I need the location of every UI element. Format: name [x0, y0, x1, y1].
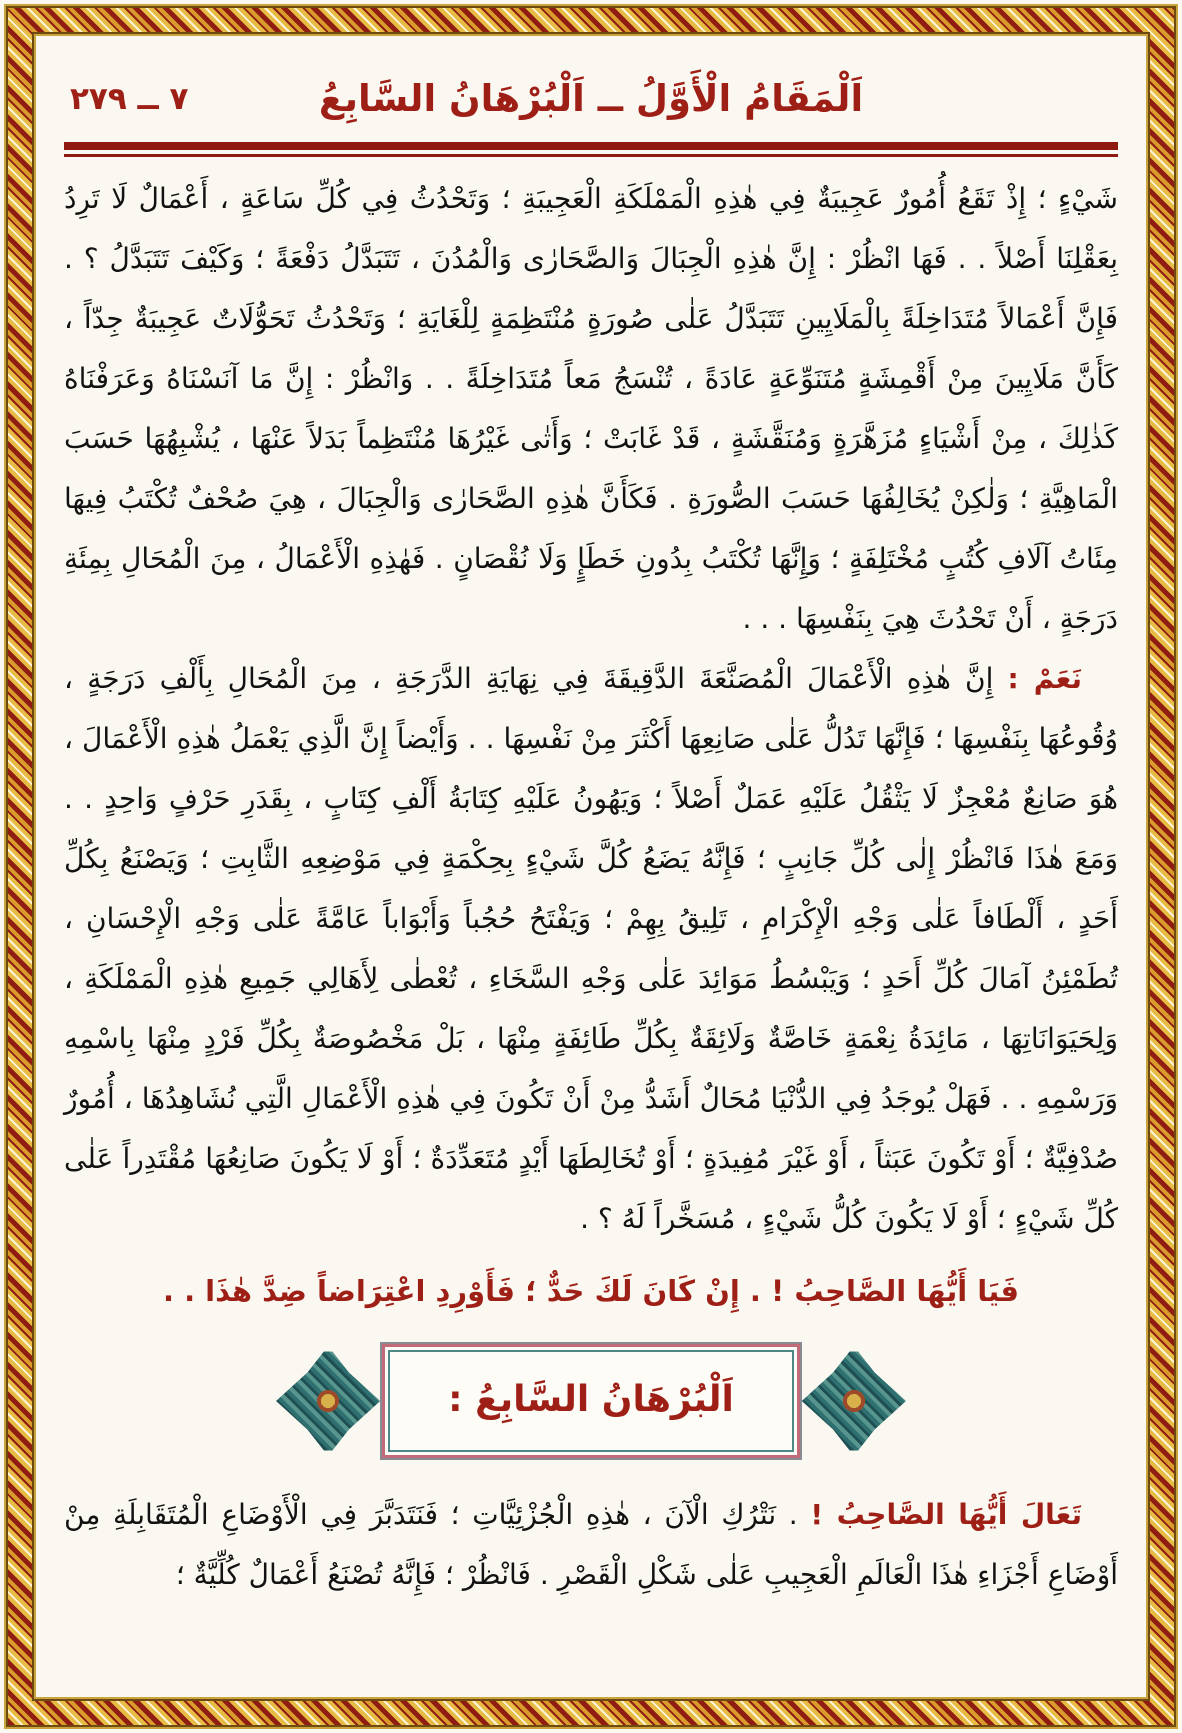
paragraph-lead-phrase: تَعَالَ أَيُّهَا الصَّاحِبُ ! [810, 1498, 1082, 1531]
paragraph-continuation [64, 169, 1118, 649]
body-text [64, 169, 1118, 1605]
page-header [64, 62, 1118, 136]
address-to-companion-callout: فَيَا أَيُّهَا الصَّاحِبُ ! . إِنْ كَانَ لَكَ حَدٌّ ؛ فَأَوْرِدِ اعْتِرَاضاً ضِدَّ هٰذَا . . [162, 1274, 1020, 1308]
page-title: اَلْمَقَامُ الْأَوَّلُ ــ اَلْبُرْهَانُ السَّابِعُ [318, 77, 864, 120]
paragraph-lead-word: نَعَمْ : [1007, 662, 1082, 695]
paragraph-text: شَيْءٍ ؛ إِذْ تَقَعُ أُمُورٌ عَجِيبَةٌ فِي هٰذِهِ الْمَمْلَكَةِ الْعَجِيبَةِ ؛ وَتَحْدُثُ فِي كُلِّ سَاعَةٍ ، أَعْمَالٌ لَا تَرِدُ بِعَقْلِنَا أَصْلاً . . فَهَا انْظُرْ : إِنَّ هٰذِهِ الْجِبَالَ وَالصَّحَارٰى وَالْمُدُنَ ، تَتَبَدَّلُ دَفْعَةً ؛ وَكَيْفَ تَتَبَدَّلُ ؟ . فَإِنَّ أَعْمَالاً مُتَدَاخِلَةً بِالْمَلَايِينِ تَتَبَدَّلُ عَلٰى صُورَةٍ مُنْتَظِمَةٍ لِلْغَايَةِ ؛ وَتَحْدُثُ تَحَوُّلَاتٌ عَجِيبَةٌ جِدّاً ، كَأَنَّ مَلَايِينَ مِنْ أَقْمِشَةٍ مُتَنَوِّعَةٍ عَادَةً ، تُنْسَجُ مَعاً مُتَدَاخِلَةً . . وَانْظُرْ : إِنَّ مَا آنَسْنَاهُ وَعَرَفْنَاهُ كَذٰلِكَ ، مِنْ أَشْيَاءٍ مُزَهَّرَةٍ وَمُنَقَّشَةٍ ، قَدْ غَابَتْ ؛ وَأَتٰى غَيْرُهَا مُنْتَظِماً بَدَلاً عَنْهَا ، يُشْبِهُهَا حَسَبَ الْمَاهِيَّةِ ؛ وَلٰكِنْ يُخَالِفُهَا حَسَبَ الصُّورَةِ . فَكَأَنَّ هٰذِهِ الصَّحَارٰى وَالْجِبَالَ ، هِيَ صُحْفٌ تُكْتَبُ فِيهَا مِئَاتُ آلَافِ كُتُبٍ مُخْتَلِفَةٍ ؛ وَإِنَّهَا تُكْتَبُ بِدُونِ خَطَإٍ وَلَا نُقْصَانٍ . فَهٰذِهِ الْأَعْمَالُ ، مِنَ الْمُحَالِ بِمِئَةِ دَرَجَةٍ ، أَنْ تَحْدُثَ هِيَ بِنَفْسِهَا . . . [64, 182, 1118, 635]
page-content [64, 46, 1118, 1683]
paragraph-closing [64, 1485, 1118, 1605]
header-divider [64, 142, 1118, 157]
section-heading-box [380, 1342, 802, 1460]
section-heading-row [64, 1335, 1118, 1467]
paragraph-naam [64, 649, 1118, 1249]
paragraph-text: إِنَّ هٰذِهِ الْأَعْمَالَ الْمُصَنَّعَةَ الدَّقِيقَةَ فِي نِهَايَةِ الدَّرَجَةِ ، مِنَ الْمُحَالِ بِأَلْفِ دَرَجَةٍ ، وُقُوعُهَا بِنَفْسِهَا ؛ فَإِنَّهَا تَدُلُّ عَلٰى صَانِعِهَا أَكْثَرَ مِنْ نَفْسِهَا . . وَأَيْضاً إِنَّ الَّذِي يَعْمَلُ هٰذِهِ الْأَعْمَالَ ، هُوَ صَانِعٌ مُعْجِزٌ لَا يَثْقُلُ عَلَيْهِ عَمَلٌ أَصْلاً ؛ وَيَهُونُ عَلَيْهِ كِتَابَةُ أَلْفِ كِتَابٍ ، بِقَدَرِ حَرْفٍ وَاحِدٍ . . وَمَعَ هٰذَا فَانْظُرْ إِلٰى كُلِّ جَانِبٍ ؛ فَإِنَّهُ يَضَعُ كُلَّ شَيْءٍ بِحِكْمَةٍ فِي مَوْضِعِهِ الثَّابِتِ ؛ وَيَصْنَعُ بِكُلِّ أَحَدٍ ، أَلْطَافاً عَلٰى وَجْهِ الْإِكْرَامِ ، تَلِيقُ بِهِمْ ؛ وَيَفْتَحُ حُجُباً وَأَبْوَاباً عَامَّةً عَلٰى وَجْهِ الْإِحْسَانِ ، تُطَمْئِنُ آمَالَ كُلِّ أَحَدٍ ؛ وَيَبْسُطُ مَوَائِدَ عَلٰى وَجْهِ السَّخَاءِ ، تُعْطٰى لِأَهَالِي جَمِيعِ هٰذِهِ الْمَمْلَكَةِ ، وَلِحَيَوَانَاتِهَا ، مَائِدَةُ نِعْمَةٍ خَاصَّةٌ وَلَائِقَةٌ بِكُلِّ طَائِفَةٍ مِنْهَا ، بَلْ مَخْصُوصَةٌ بِكُلِّ فَرْدٍ مِنْهَا بِاسْمِهِ وَرَسْمِهِ . . فَهَلْ يُوجَدُ فِي الدُّنْيَا مُحَالٌ أَشَدُّ مِنْ أَنْ تَكُونَ فِي هٰذِهِ الْأَعْمَالِ الَّتِي نُشَاهِدُهَا ، أُمُورٌ صُدْفِيَّةٌ ؛ أَوْ تَكُونَ عَبَثاً ، أَوْ غَيْرَ مُفِيدَةٍ ؛ أَوْ تُخَالِطَهَا أَيْدٍ مُتَعَدِّدَةٌ ؛ أَوْ لَا يَكُونَ صَانِعُهَا مُقْتَدِراً عَلٰى كُلِّ شَيْءٍ ؛ أَوْ لَا يَكُونَ كُلُّ شَيْءٍ ، مُسَخَّراً لَهُ ؟ . [64, 662, 1118, 1235]
floral-finial-icon [276, 1342, 380, 1460]
paragraph-text: . نَتْرُكِ الْآنَ ، هٰذِهِ الْجُزْئِيَّاتِ ؛ فَنَتَدَبَّرَ فِي الْأَوْضَاعِ الْمُتَقَابِلَةِ مِنْ أَوْضَاعِ أَجْزَاءِ هٰذَا الْعَالَمِ الْعَجِيبِ عَلٰى شَكْلِ الْقَصْرِ . فَانْظُرْ ؛ فَإِنَّهُ تُصْنَعُ أَعْمَالٌ كُلِّيَّةٌ ؛ [64, 1498, 1118, 1591]
floral-finial-icon [802, 1342, 906, 1460]
section-title: اَلْبُرْهَانُ السَّابِعُ : [448, 1379, 734, 1420]
page-number: ٧ ــ ٢٧٩ [70, 81, 189, 117]
